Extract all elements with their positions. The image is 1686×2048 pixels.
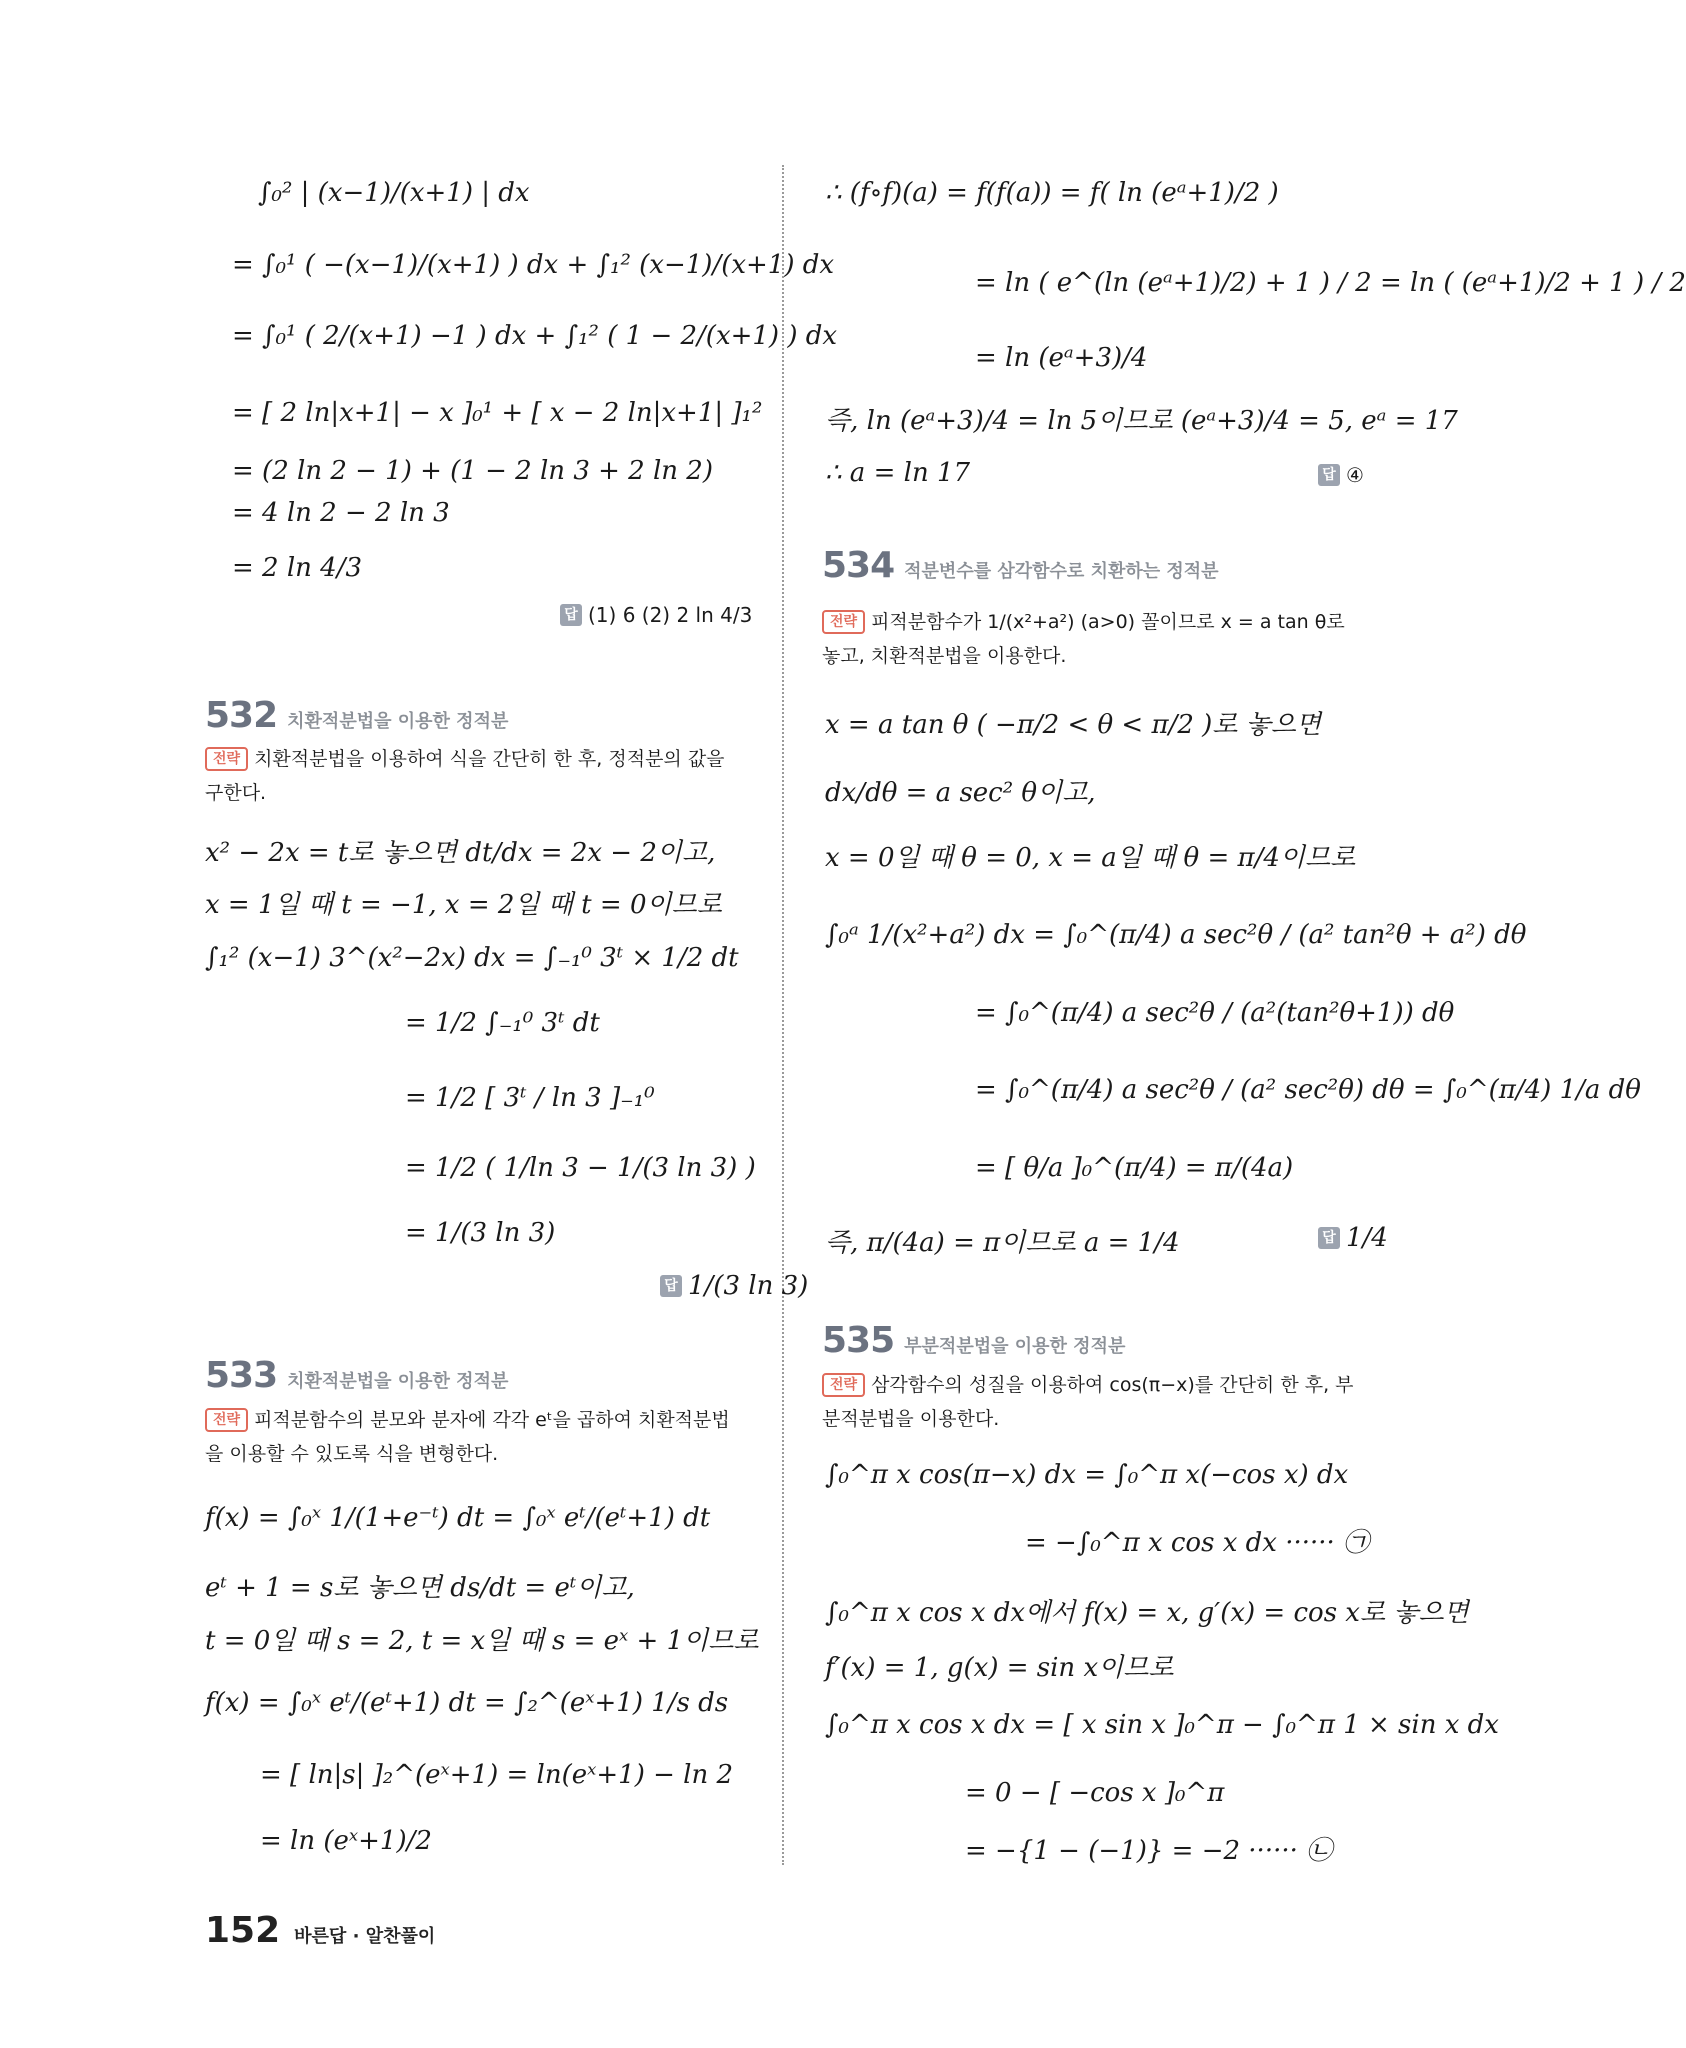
eq-line: x = 0일 때 θ = 0, x = a일 때 θ = π/4이므로 <box>825 843 1356 873</box>
answer-534 <box>1318 1225 1388 1251</box>
answer-value: (1) 6 (2) 2 ln 4/3 <box>588 603 753 627</box>
eq-line: = ln (eˣ+1)/2 <box>260 1826 432 1856</box>
eq-line: = ln ( e^(ln (eᵃ+1)/2) + 1 ) / 2 = ln ( (eᵃ+1)/2 + 1 ) / 2 <box>975 268 1686 298</box>
problem-title: 적분변수를 삼각함수로 치환하는 정적분 <box>904 561 1219 582</box>
answer-icon: 답 <box>1318 1227 1340 1249</box>
eq-line: = 1/2 [ 3ᵗ / ln 3 ]₋₁⁰ <box>405 1083 655 1113</box>
eq-line: = ∫₀¹ ( −(x−1)/(x+1) ) dx + ∫₁² (x−1)/(x+1) dx <box>232 250 835 280</box>
eq-line: f(x) = ∫₀ˣ 1/(1+e⁻ᵗ) dt = ∫₀ˣ eᵗ/(eᵗ+1) dt <box>205 1503 711 1533</box>
strategy-tag: 전략 <box>822 1373 865 1397</box>
eq-line: = 1/2 ( 1/ln 3 − 1/(3 ln 3) ) <box>405 1153 756 1183</box>
strategy-534 <box>822 605 1362 673</box>
eq-line: dx/dθ = a sec² θ이고, <box>825 778 1096 808</box>
answer-value: ④ <box>1346 463 1364 487</box>
problem-title: 부분적분법을 이용한 정적분 <box>904 1336 1126 1357</box>
problem-number: 533 <box>205 1355 278 1396</box>
eq-line: = [ θ/a ]₀^(π/4) = π/(4a) <box>975 1153 1294 1183</box>
book-label: 바른답 · 알찬풀이 <box>294 1926 436 1947</box>
problem-title: 치환적분법을 이용한 정적분 <box>287 1371 509 1392</box>
strategy-532 <box>205 742 745 810</box>
answer-532 <box>660 1273 808 1299</box>
eq-line: = [ ln|s| ]₂^(eˣ+1) = ln(eˣ+1) − ln 2 <box>260 1760 734 1790</box>
eq-line: = ln (eᵃ+3)/4 <box>975 343 1148 373</box>
eq-line: ∴ (f∘f)(a) = f(f(a)) = f( ln (eᵃ+1)/2 ) <box>825 178 1279 208</box>
problem-header-535 <box>822 1320 1125 1361</box>
eq-line: 즉, ln (eᵃ+3)/4 = ln 5이므로 (eᵃ+3)/4 = 5, eᵃ = 17 <box>825 406 1458 436</box>
strategy-533 <box>205 1403 745 1471</box>
problem-number: 534 <box>822 545 895 586</box>
eq-line: = ∫₀^(π/4) a sec²θ / (a² sec²θ) dθ = ∫₀^(π/4) 1/a dθ <box>975 1075 1641 1105</box>
eq-line: = 0 − [ −cos x ]₀^π <box>965 1778 1225 1808</box>
strategy-text: 삼각함수의 성질을 이용하여 cos(π−x)를 간단히 한 후, 부분적분법을 이용한다. <box>822 1374 1354 1430</box>
eq-line: = 1/(3 ln 3) <box>405 1218 556 1248</box>
eq-line: ∴ a = ln 17 <box>825 458 971 488</box>
eq-line: x² − 2x = t로 놓으면 dt/dx = 2x − 2이고, <box>205 838 716 868</box>
problem-number: 532 <box>205 695 278 736</box>
eq-line: ∫₀^π x cos x dx에서 f(x) = x, g′(x) = cos x로 놓으면 <box>825 1598 1469 1628</box>
problem-header-534 <box>822 545 1219 586</box>
eq-line: ∫₀² | (x−1)/(x+1) | dx <box>258 178 530 208</box>
eq-line: ∫₀^π x cos x dx = [ x sin x ]₀^π − ∫₀^π 1 × sin x dx <box>825 1710 1499 1740</box>
eq-line: = −∫₀^π x cos x dx ······ ㉠ <box>1025 1528 1370 1558</box>
eq-line: = 4 ln 2 − 2 ln 3 <box>232 498 450 528</box>
problem-title: 치환적분법을 이용한 정적분 <box>287 711 509 732</box>
eq-line: = 1/2 ∫₋₁⁰ 3ᵗ dt <box>405 1008 600 1038</box>
strategy-text: 피적분함수의 분모와 분자에 각각 eᵗ을 곱하여 치환적분법을 이용할 수 있도록 식을 변형한다. <box>205 1409 730 1465</box>
eq-line: 즉, π/(4a) = π이므로 a = 1/4 <box>825 1228 1180 1258</box>
eq-line: x = 1일 때 t = −1, x = 2일 때 t = 0이므로 <box>205 890 722 920</box>
answer-icon: 답 <box>560 604 582 626</box>
problem-header-533 <box>205 1355 508 1396</box>
answer-533 <box>1318 463 1364 487</box>
eq-line: ∫₀ᵃ 1/(x²+a²) dx = ∫₀^(π/4) a sec²θ / (a² tan²θ + a²) dθ <box>825 920 1527 950</box>
answer-icon: 답 <box>660 1275 682 1297</box>
eq-line: eᵗ + 1 = s로 놓으면 ds/dt = eᵗ이고, <box>205 1573 635 1603</box>
eq-line: f′(x) = 1, g(x) = sin x이므로 <box>825 1653 1174 1683</box>
answer-value: 1/(3 ln 3) <box>688 1271 809 1301</box>
problem-number: 535 <box>822 1320 895 1361</box>
eq-line: x = a tan θ ( −π/2 < θ < π/2 )로 놓으면 <box>825 710 1322 740</box>
eq-line: = ∫₀¹ ( 2/(x+1) −1 ) dx + ∫₁² ( 1 − 2/(x+1) ) dx <box>232 321 838 351</box>
eq-line: = [ 2 ln|x+1| − x ]₀¹ + [ x − 2 ln|x+1| ]₁² <box>232 398 763 428</box>
strategy-tag: 전략 <box>205 747 248 771</box>
eq-line: f(x) = ∫₀ˣ eᵗ/(eᵗ+1) dt = ∫₂^(eˣ+1) 1/s ds <box>205 1688 729 1718</box>
eq-line: = ∫₀^(π/4) a sec²θ / (a²(tan²θ+1)) dθ <box>975 998 1455 1028</box>
eq-line: = (2 ln 2 − 1) + (1 − 2 ln 3 + 2 ln 2) <box>232 456 713 486</box>
answer-531 <box>560 603 752 627</box>
page-footer <box>205 1910 435 1951</box>
page-number: 152 <box>205 1910 281 1951</box>
eq-line: = 2 ln 4/3 <box>232 553 363 583</box>
problem-header-532 <box>205 695 508 736</box>
eq-line: t = 0일 때 s = 2, t = x일 때 s = eˣ + 1이므로 <box>205 1626 759 1656</box>
strategy-tag: 전략 <box>822 610 865 634</box>
strategy-tag: 전략 <box>205 1408 248 1432</box>
answer-icon: 답 <box>1318 464 1340 486</box>
strategy-text: 치환적분법을 이용하여 식을 간단히 한 후, 정적분의 값을 구한다. <box>205 748 725 804</box>
strategy-535 <box>822 1368 1362 1436</box>
column-divider <box>782 165 784 1865</box>
strategy-text: 피적분함수가 1/(x²+a²) (a>0) 꼴이므로 x = a tan θ로 놓고, 치환적분법을 이용한다. <box>822 611 1345 667</box>
eq-line: ∫₀^π x cos(π−x) dx = ∫₀^π x(−cos x) dx <box>825 1460 1349 1490</box>
answer-value: 1/4 <box>1346 1223 1388 1253</box>
eq-line: ∫₁² (x−1) 3^(x²−2x) dx = ∫₋₁⁰ 3ᵗ × 1/2 dt <box>205 943 739 973</box>
eq-line: = −{1 − (−1)} = −2 ······ ㉡ <box>965 1836 1333 1866</box>
